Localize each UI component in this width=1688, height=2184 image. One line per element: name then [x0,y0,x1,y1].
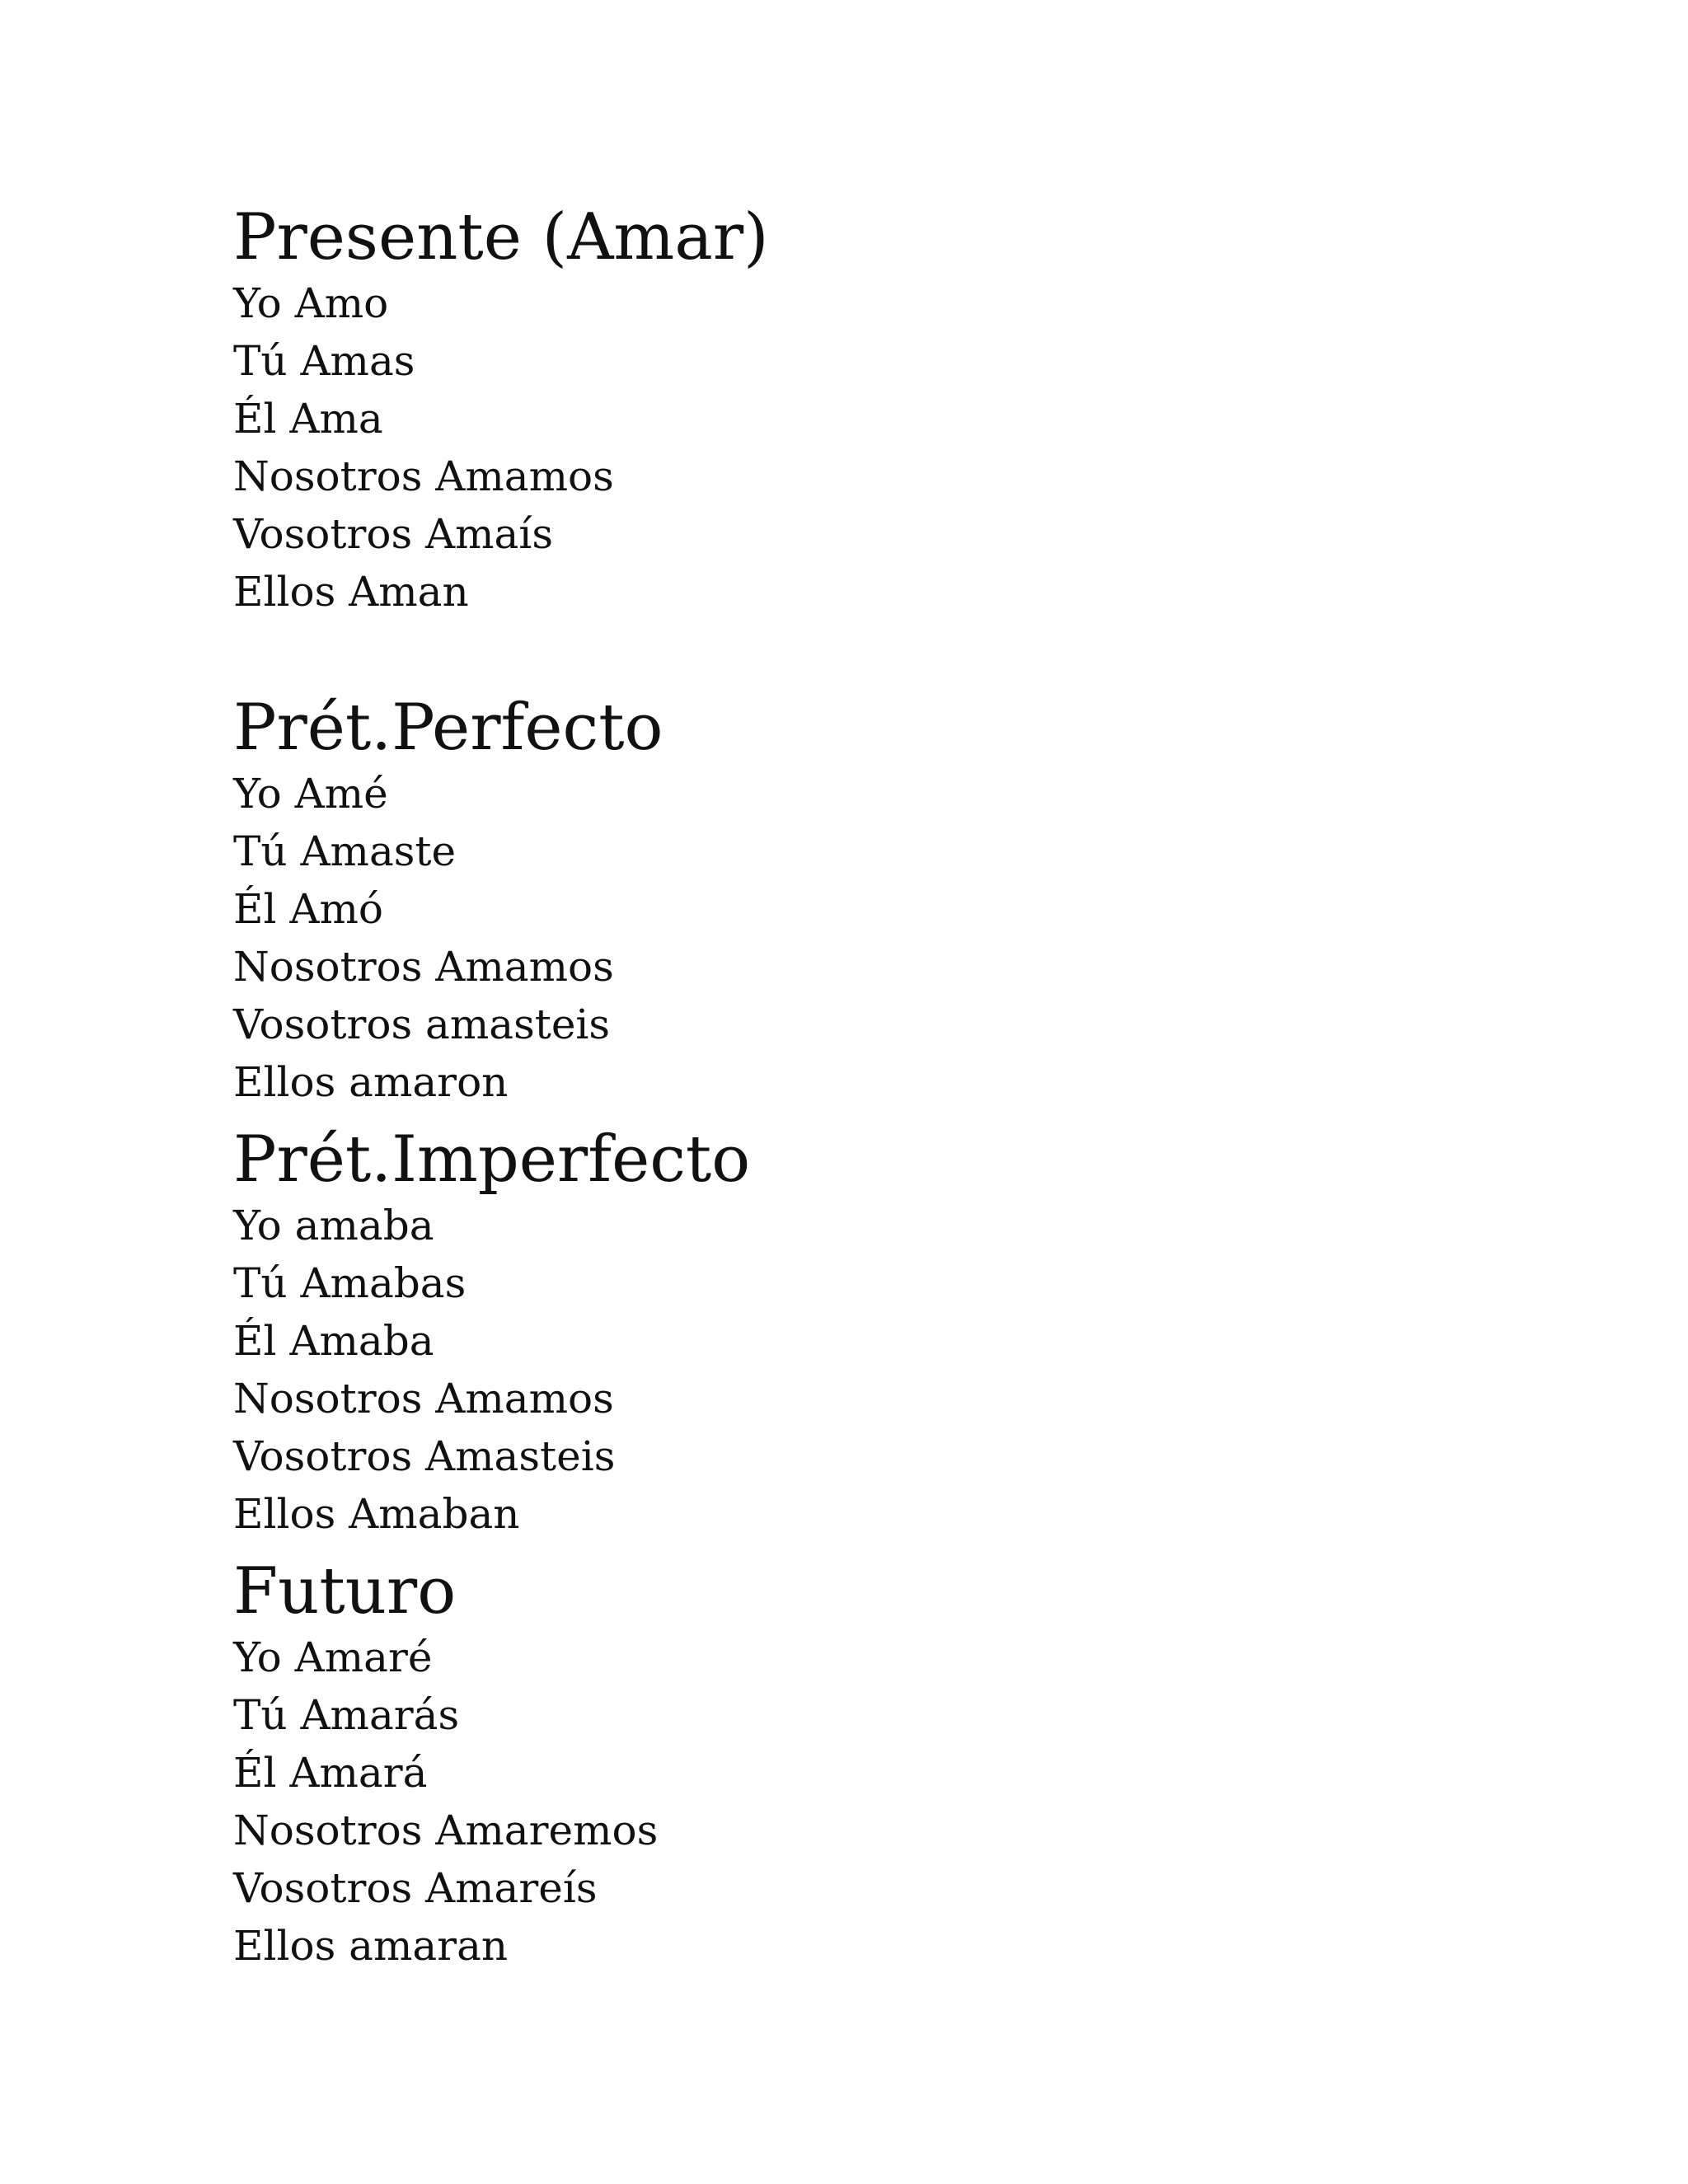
section-title: Prét.Imperfecto [233,1122,751,1197]
conjugation-line: Yo Amaré [233,1633,433,1681]
conjugation-line: Él Ama [233,395,383,443]
conjugation-line: Ellos Aman [233,568,469,616]
conjugation-line: Tú Amaste [233,827,457,875]
conjugation-line: Yo Amé [233,770,388,818]
conjugation-line: Tú Amas [233,337,415,385]
section-title: Futuro [233,1554,457,1629]
conjugation-line: Vosotros Amasteis [233,1432,616,1480]
conjugation-line: Ellos amaran [233,1922,509,1970]
conjugation-line: Yo amaba [233,1202,434,1249]
conjugation-line: Nosotros Amamos [233,1375,614,1422]
conjugation-line: Ellos amaron [233,1058,509,1106]
section-presente [233,200,1222,621]
conjugation-line: Nosotros Amaremos [233,1807,659,1854]
conjugation-line: Tú Amarás [233,1691,460,1739]
conjugation-line: Nosotros Amamos [233,452,614,500]
section-pret-imperfecto [233,1122,1222,1543]
conjugation-line: Él Amó [233,885,384,933]
conjugation-line: Tú Amabas [233,1259,467,1307]
section-title: Presente (Amar) [233,200,769,274]
conjugation-line: Vosotros Amareís [233,1864,598,1912]
conjugation-line: Yo Amo [233,279,389,327]
conjugation-line: Nosotros Amamos [233,943,614,991]
conjugation-line: Vosotros Amaís [233,510,554,558]
conjugation-line: Ellos Amaban [233,1490,520,1538]
section-title: Prét.Perfecto [233,691,663,765]
section-futuro [233,1554,1222,1975]
conjugation-line: Él Amará [233,1749,428,1797]
conjugation-line: Vosotros amasteis [233,1001,611,1048]
section-pret-perfecto [233,691,1222,1111]
conjugation-line: Él Amaba [233,1317,434,1365]
